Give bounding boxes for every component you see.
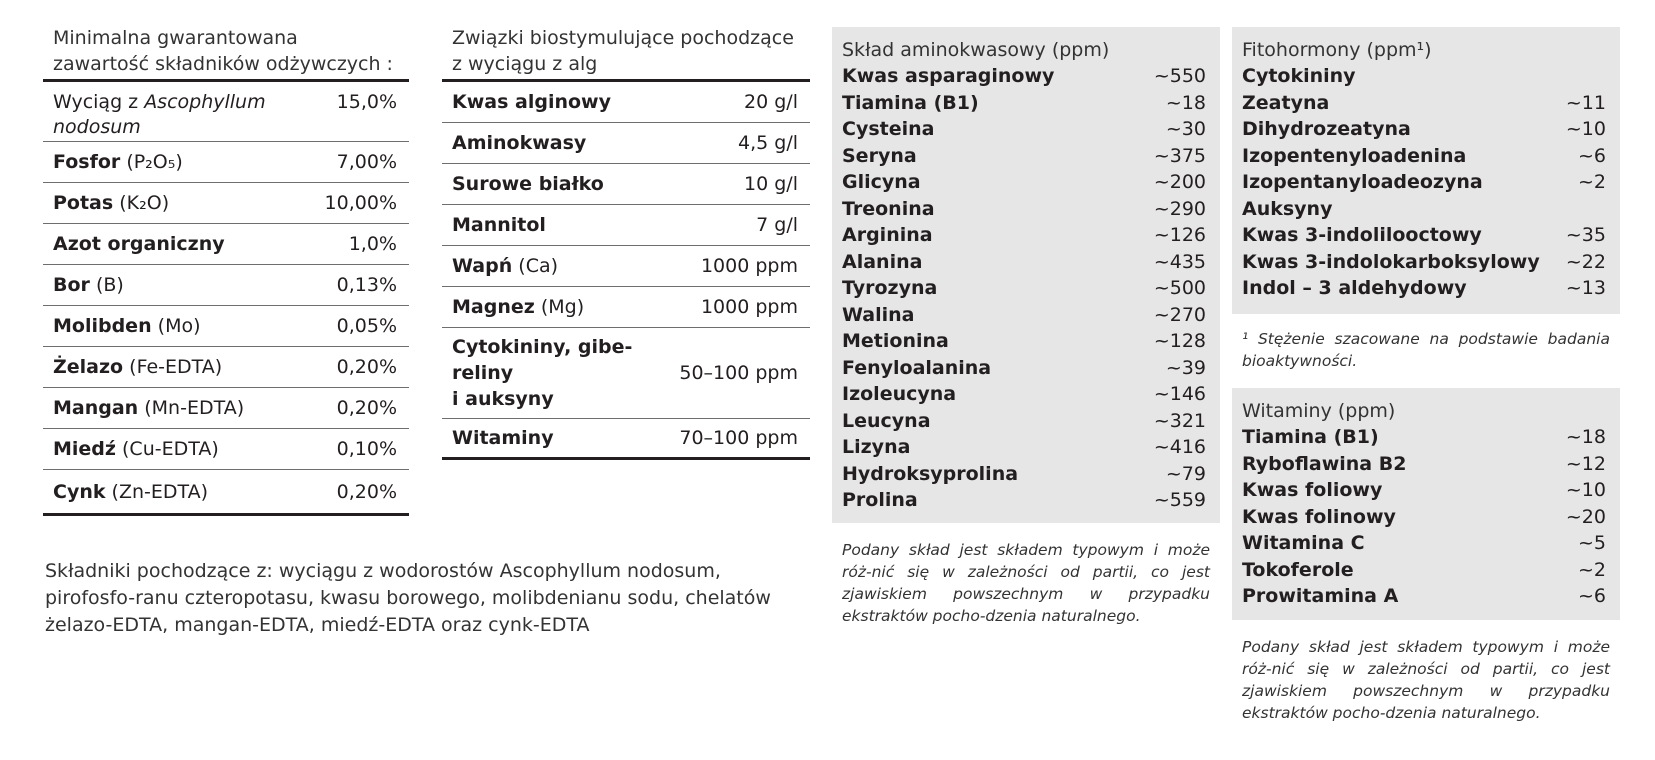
item-value: ~79	[1165, 462, 1206, 485]
list-item	[842, 63, 1206, 90]
list-item	[1242, 477, 1606, 504]
item-value: ~35	[1565, 224, 1606, 246]
list-item	[842, 169, 1206, 196]
item-name: Izopentenyloadenina	[1242, 144, 1467, 167]
hormone-vitamin-column	[1232, 27, 1620, 724]
row-name: Fosfor (P₂O₅)	[53, 151, 183, 173]
table-row	[442, 123, 810, 164]
nutrient-table-heading: Minimalna gwarantowana zawartość składników odżywczych :	[43, 25, 409, 82]
item-value: ~20	[1565, 505, 1606, 528]
item-name: Cysteina	[842, 118, 935, 140]
list-item	[842, 90, 1206, 117]
item-name: Kwas asparaginowy	[842, 65, 1055, 87]
list-item	[1242, 275, 1606, 302]
item-name: Alanina	[842, 250, 923, 273]
item-name: Izoleucyna	[842, 383, 957, 405]
item-name: Hydroksyprolina	[842, 462, 1019, 485]
item-name: Treonina	[842, 197, 935, 220]
biostimulant-table-heading: Związki biostymulujące pochodzące z wyciągu z alg	[442, 25, 810, 82]
amino-acid-box	[832, 27, 1220, 523]
nutrient-table	[43, 25, 409, 516]
item-value: ~128	[1153, 330, 1206, 352]
row-name: Kwas alginowy	[452, 91, 611, 113]
item-value: ~5	[1577, 532, 1606, 554]
row-value: 50–100 ppm	[679, 362, 798, 384]
table-row	[43, 347, 409, 388]
list-item	[1242, 557, 1606, 584]
list-item	[842, 222, 1206, 249]
row-name: Aminokwasy	[452, 132, 587, 154]
item-value: ~18	[1565, 426, 1606, 448]
item-value: ~18	[1165, 91, 1206, 114]
item-name: Tokoferole	[1242, 558, 1354, 581]
list-item	[842, 461, 1206, 488]
list-item	[1242, 249, 1606, 276]
table-row	[43, 265, 409, 306]
list-item	[842, 249, 1206, 276]
row-value: 7 g/l	[756, 214, 798, 236]
table-row	[43, 224, 409, 265]
list-item	[842, 143, 1206, 170]
row-name: Potas (K₂O)	[53, 192, 170, 214]
item-value: ~126	[1153, 224, 1206, 246]
table-row	[442, 419, 810, 460]
row-name: Azot organiczny	[53, 233, 225, 255]
item-value: ~416	[1153, 436, 1206, 458]
item-name: Walina	[842, 303, 915, 326]
row-value: 15,0%	[336, 91, 397, 113]
list-item	[1242, 451, 1606, 478]
list-item	[842, 434, 1206, 461]
item-name: Kwas foliowy	[1242, 479, 1383, 501]
item-value: ~321	[1153, 409, 1206, 432]
group-title: Auksyny	[1242, 197, 1333, 220]
item-name: Witamina C	[1242, 532, 1365, 554]
list-item	[1242, 424, 1606, 451]
item-name: Leucyna	[842, 409, 931, 432]
table-row	[43, 183, 409, 224]
amino-acid-heading: Skład aminokwasowy (ppm)	[842, 39, 1110, 61]
phytohormone-heading: Fitohormony (ppm¹)	[1242, 39, 1432, 61]
vitamin-heading: Witaminy (ppm)	[1242, 400, 1396, 422]
table-row	[442, 246, 810, 287]
item-name: Prowitamina A	[1242, 585, 1399, 607]
item-name: Glicyna	[842, 171, 921, 193]
row-name: Mangan (Mn-EDTA)	[53, 397, 245, 419]
item-value: ~500	[1153, 277, 1206, 299]
list-item	[842, 275, 1206, 302]
row-value: 0,20%	[336, 356, 397, 378]
item-value: ~200	[1153, 171, 1206, 193]
row-name: Żelazo (Fe-EDTA)	[53, 356, 223, 378]
row-value: 0,20%	[336, 480, 397, 503]
item-name: Zeatyna	[1242, 91, 1330, 114]
item-name: Dihydrozeatyna	[1242, 118, 1411, 140]
item-value: ~270	[1153, 303, 1206, 326]
list-item	[842, 196, 1206, 223]
biostimulant-table	[442, 25, 810, 460]
table-row	[43, 82, 409, 142]
item-name: Arginina	[842, 224, 933, 246]
table-row	[442, 328, 810, 419]
row-name: Magnez (Mg)	[452, 296, 585, 318]
item-value: ~2	[1577, 558, 1606, 581]
row-name: Mannitol	[452, 214, 546, 236]
row-name: Wyciąg z Ascophyllum nodosum	[53, 91, 266, 138]
row-name: Wapń (Ca)	[452, 255, 559, 277]
item-value: ~435	[1153, 250, 1206, 273]
table-row	[442, 82, 810, 123]
row-value: 4,5 g/l	[738, 132, 798, 154]
item-name: Fenyloalanina	[842, 356, 992, 379]
row-value: 10,00%	[324, 192, 397, 214]
row-value: 0,13%	[336, 274, 397, 296]
item-name: Kwas folinowy	[1242, 505, 1396, 528]
item-value: ~22	[1565, 250, 1606, 273]
row-value: 1000 ppm	[700, 296, 798, 318]
item-value: ~146	[1153, 383, 1206, 405]
row-name: Miedź (Cu-EDTA)	[53, 438, 219, 460]
table-row	[442, 164, 810, 205]
row-value: 70–100 ppm	[679, 427, 798, 449]
row-value: 20 g/l	[744, 91, 798, 113]
table-row	[43, 142, 409, 183]
row-value: 0,05%	[336, 315, 397, 337]
list-item	[1242, 116, 1606, 143]
list-item	[1242, 504, 1606, 531]
vitamin-note: Podany skład jest składem typowym i może róż-nić się w zależności od partii, co jest zjawiskiem powszechnym w przypadku ekstraktów pocho-dzenia naturalnego.	[1242, 638, 1610, 722]
list-item	[842, 328, 1206, 355]
list-item	[1242, 143, 1606, 170]
row-name: Cytokininy, gibe- reliny i auksyny	[452, 336, 633, 410]
item-value: ~550	[1153, 65, 1206, 87]
table-row	[43, 306, 409, 347]
item-name: Kwas 3-indolilooctowy	[1242, 224, 1482, 246]
list-item	[842, 302, 1206, 329]
item-name: Tiamina (B1)	[842, 91, 979, 114]
row-name: Surowe białko	[452, 173, 604, 195]
list-item	[842, 487, 1206, 514]
vitamin-box	[1232, 388, 1620, 620]
row-value: 1,0%	[348, 233, 397, 255]
group-title: Cytokininy	[1242, 65, 1356, 87]
row-name: Molibden (Mo)	[53, 315, 201, 337]
item-value: ~12	[1565, 452, 1606, 475]
item-name: Metionina	[842, 330, 949, 352]
list-item	[1242, 169, 1606, 196]
amino-acid-column	[832, 27, 1220, 627]
row-name: Bor (B)	[53, 274, 124, 296]
item-value: ~6	[1577, 144, 1606, 167]
item-name: Prolina	[842, 489, 918, 511]
item-value: ~290	[1153, 197, 1206, 220]
item-value: ~10	[1565, 118, 1606, 140]
item-value: ~30	[1165, 118, 1206, 140]
item-name: Ryboflawina B2	[1242, 452, 1407, 475]
item-name: Seryna	[842, 144, 917, 167]
list-item	[842, 408, 1206, 435]
amino-note: Podany skład jest składem typowym i może róż-nić się w zależności od partii, co jest zjawiskiem powszechnym w przypadku ekstraktów pocho-dzenia naturalnego.	[842, 541, 1210, 625]
item-value: ~39	[1165, 356, 1206, 379]
list-item	[1242, 530, 1606, 557]
item-value: ~11	[1565, 91, 1606, 114]
item-value: ~6	[1577, 585, 1606, 607]
row-value: 7,00%	[336, 151, 397, 173]
list-item	[1242, 222, 1606, 249]
row-value: 1000 ppm	[700, 255, 798, 277]
list-item	[842, 355, 1206, 382]
row-value: 0,10%	[336, 438, 397, 460]
row-name: Cynk (Zn-EDTA)	[53, 480, 209, 503]
item-value: ~10	[1565, 479, 1606, 501]
ingredients-text: Składniki pochodzące z: wyciągu z wodorostów Ascophyllum nodosum, pirofosfo-ranu czteropotasu, kwasu borowego, molibdenianu sodu, chelatów żelazo-EDTA, mangan-EDTA, miedź-EDTA oraz cynk-EDTA	[45, 560, 771, 636]
table-row	[43, 388, 409, 429]
item-name: Izopentanyloadeozyna	[1242, 171, 1483, 193]
item-value: ~559	[1153, 489, 1206, 511]
item-name: Lizyna	[842, 436, 911, 458]
list-item	[1242, 583, 1606, 610]
row-name: Witaminy	[452, 427, 554, 449]
item-name: Tiamina (B1)	[1242, 426, 1379, 448]
table-row	[43, 470, 409, 516]
row-value: 0,20%	[336, 397, 397, 419]
item-name: Kwas 3-indolokarboksylowy	[1242, 250, 1540, 273]
table-row	[442, 205, 810, 246]
item-value: ~2	[1577, 171, 1606, 193]
item-value: ~375	[1153, 144, 1206, 167]
phytohormone-footnote: ¹ Stężenie szacowane na podstawie badania bioaktywności.	[1242, 330, 1610, 370]
table-row	[43, 429, 409, 470]
item-name: Indol – 3 aldehydowy	[1242, 277, 1467, 299]
phytohormone-box	[1232, 27, 1620, 314]
list-item	[1242, 90, 1606, 117]
row-value: 10 g/l	[744, 173, 798, 195]
item-name: Tyrozyna	[842, 277, 938, 299]
list-item	[842, 116, 1206, 143]
list-item	[842, 381, 1206, 408]
item-value: ~13	[1565, 277, 1606, 299]
table-row	[442, 287, 810, 328]
